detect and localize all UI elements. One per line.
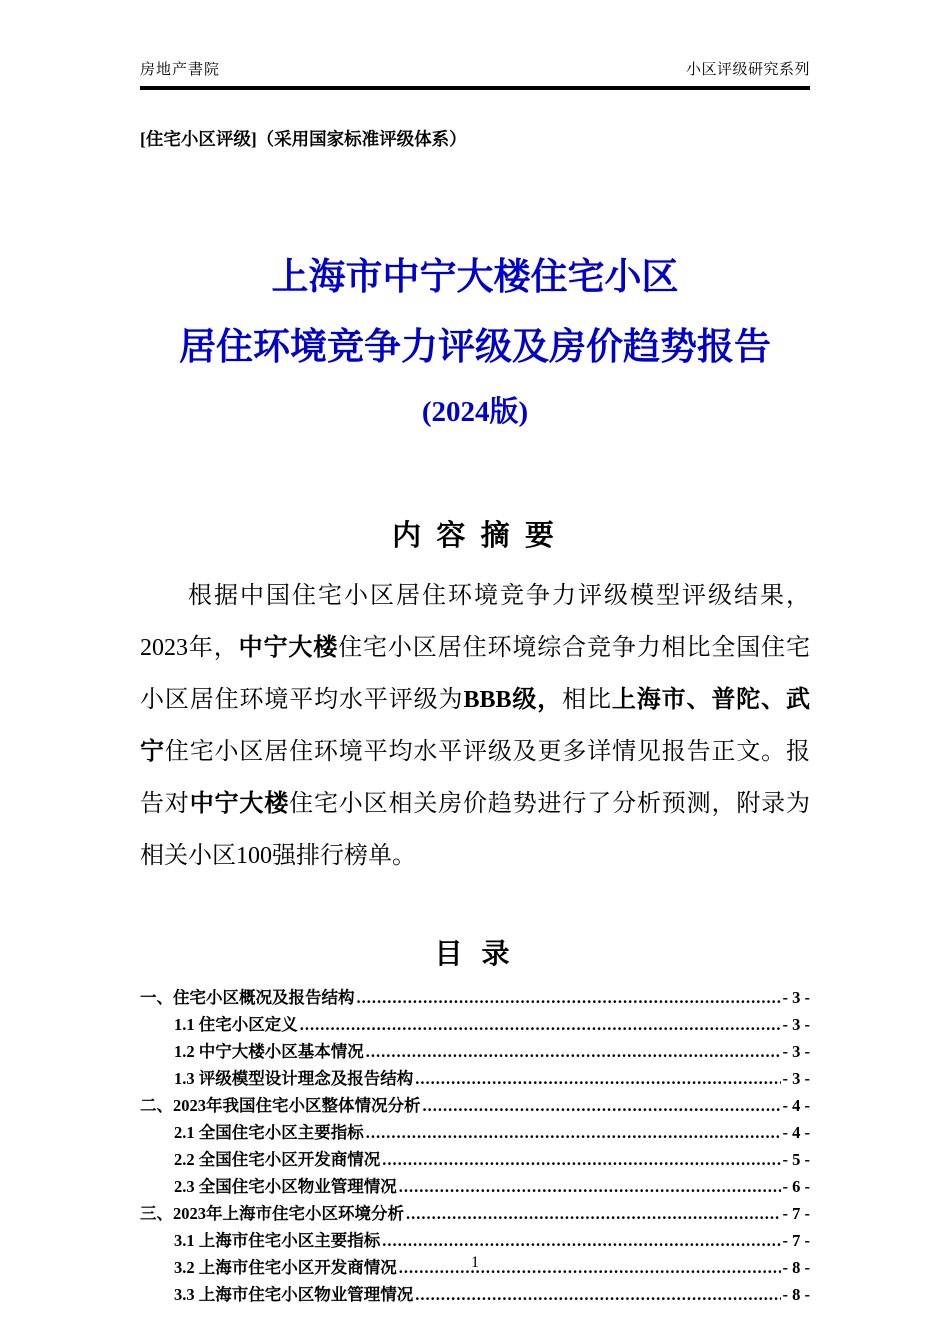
toc-item [140, 1173, 810, 1200]
toc-leader-dots [382, 1146, 780, 1173]
toc-item [140, 1200, 810, 1227]
toc-leader-dots [366, 1119, 781, 1146]
summary-heading: 内 容 摘 要 [392, 520, 558, 552]
toc-item [140, 1092, 810, 1119]
report-title-edition: (2024版) [421, 396, 529, 428]
summary-text-segment: 上海市、普陀、武宁 [140, 687, 811, 765]
toc-item-label: 3.3 上海市住宅小区物业管理情况 [174, 1285, 414, 1304]
toc-item [140, 984, 810, 1011]
toc-item-page: - 3 - [782, 1015, 810, 1034]
report-title-line1: 上海市中宁大楼住宅小区 [271, 257, 679, 298]
toc-item-label: 三、2023年上海市住宅小区环境分析 [140, 1204, 404, 1223]
report-title-block [140, 243, 810, 441]
toc-leader-dots [406, 1200, 781, 1227]
page-number: 1 [471, 1254, 479, 1271]
summary-text-segment: 住宅小区居住环境平均水平评级及更多详情见报告正文。报告对 [140, 739, 811, 817]
toc-item-page: - 7 - [782, 1204, 810, 1223]
toc-item-label: 二、2023年我国住宅小区整体情况分析 [140, 1096, 421, 1115]
summary-text-segment: 住宅小区相关房价趋势进行了分析预测，附录为相关小区100强排行榜单。 [140, 791, 811, 869]
toc-item-label: 1.3 评级模型设计理念及报告结构 [174, 1069, 414, 1088]
toc-item [140, 1146, 810, 1173]
toc-item-page: - 4 - [782, 1096, 810, 1115]
summary-text-segment: 住宅小区居住环境综合竞争力相比全国住宅小区居住环境平均水平评级为 [140, 635, 811, 713]
toc-item-page: - 7 - [782, 1231, 810, 1250]
toc-leader-dots [423, 1092, 781, 1119]
page-header [140, 58, 810, 90]
toc-item-label: 1.1 住宅小区定义 [174, 1015, 298, 1034]
toc-item [140, 1281, 810, 1308]
toc-leader-dots [366, 1038, 781, 1065]
summary-text-segment: 中宁大楼 [238, 635, 339, 661]
toc-item [140, 1227, 810, 1254]
toc-item-label: 2.1 全国住宅小区主要指标 [174, 1123, 364, 1142]
toc-item-page: - 3 - [782, 1069, 810, 1088]
toc-item-label: 1.2 中宁大楼小区基本情况 [174, 1042, 364, 1061]
toc-item [140, 1119, 810, 1146]
toc-leader-dots [382, 1227, 780, 1254]
toc-item [140, 1065, 810, 1092]
toc-item-label: 一、住宅小区概况及报告结构 [140, 988, 355, 1007]
toc-item-label: 2.2 全国住宅小区开发商情况 [174, 1150, 381, 1169]
summary-text-segment: 根据中国住宅小区居住环境竞争力评级模型评级结果，2023年， [140, 583, 810, 661]
header-left-text: 房地产書院 [140, 62, 221, 78]
toc-leader-dots [357, 984, 781, 1011]
toc-heading: 目 录 [434, 939, 516, 970]
toc-item [140, 1038, 810, 1065]
summary-text-segment: BBB级， [463, 687, 563, 713]
header-right-text: 小区评级研究系列 [685, 62, 810, 78]
toc-item-page: - 3 - [782, 988, 810, 1007]
report-title-line2: 居住环境竞争力评级及房价趋势报告 [179, 327, 771, 368]
toc-leader-dots [399, 1173, 781, 1200]
toc-item-page: - 3 - [782, 1042, 810, 1061]
toc-item-page: - 6 - [782, 1177, 810, 1196]
summary-paragraph [140, 570, 810, 882]
report-series-tagline: [住宅小区评级]（采用国家标准评级体系） [140, 129, 467, 149]
toc-item-page: - 8 - [782, 1285, 810, 1304]
toc-item-label: 2.3 全国住宅小区物业管理情况 [174, 1177, 397, 1196]
toc-item-label: 3.2 上海市住宅小区开发商情况 [174, 1258, 397, 1277]
toc-item-page: - 8 - [782, 1258, 810, 1277]
summary-text-segment: 相比 [562, 687, 612, 713]
toc-item-label: 3.1 上海市住宅小区主要指标 [174, 1231, 381, 1250]
toc-item [140, 1011, 810, 1038]
toc-item-page: - 4 - [782, 1123, 810, 1142]
summary-text-segment: 中宁大楼 [189, 791, 290, 817]
toc-item-page: - 5 - [782, 1150, 810, 1169]
toc-leader-dots [415, 1281, 780, 1308]
toc-leader-dots [415, 1065, 780, 1092]
toc-leader-dots [300, 1011, 781, 1038]
